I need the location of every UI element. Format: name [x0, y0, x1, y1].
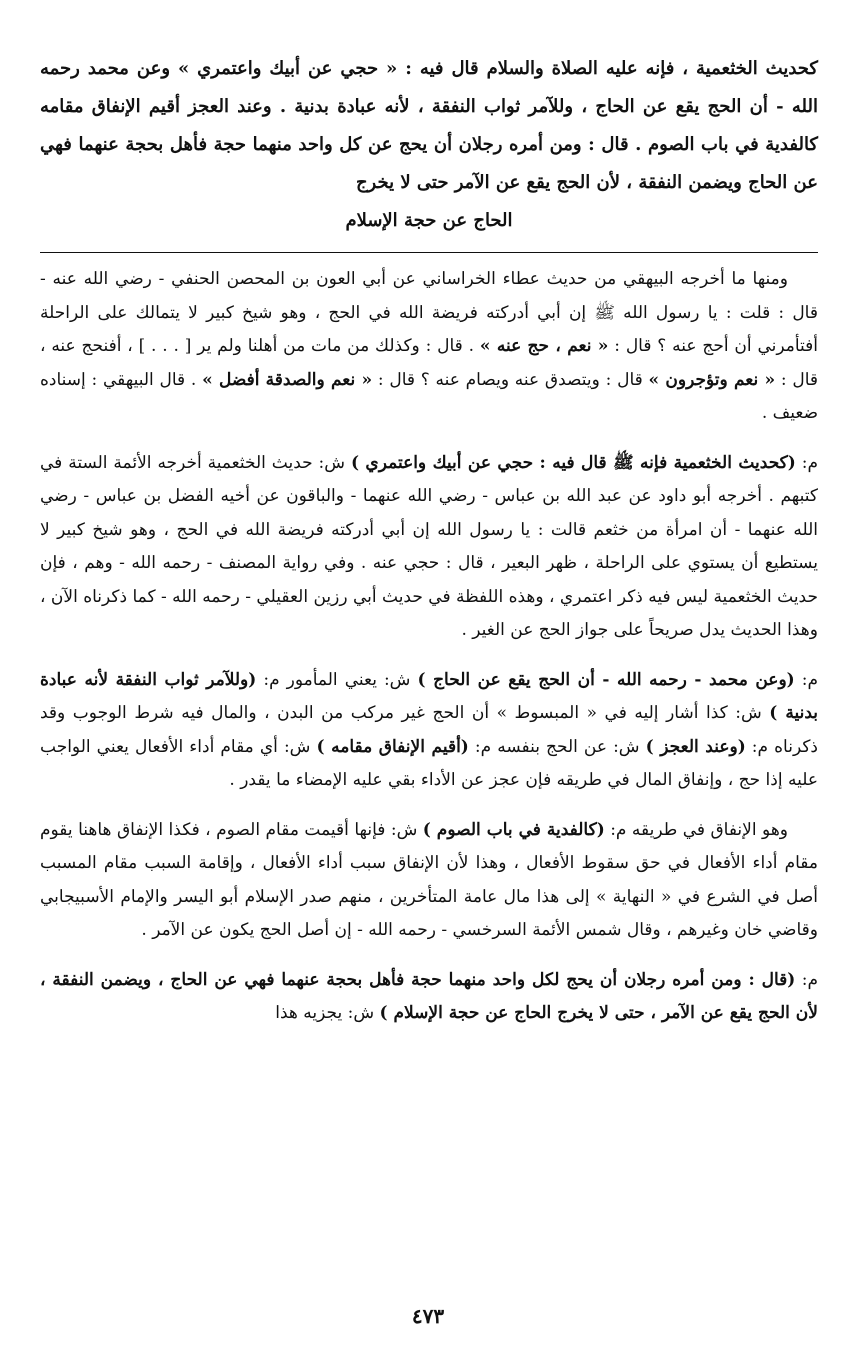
p3-marker: م: [794, 669, 818, 690]
sharh-paragraph-3 [40, 664, 818, 798]
sharh-paragraph-5 [40, 964, 818, 1031]
p3-text-2: ش: كذا أشار إليه في « المبسوط » أن الحج غير مركب من البدن ، والمال فيه شرط الوجوب وقد ذكرناه م: [40, 703, 818, 757]
p2-bold: (كحديث الخثعمية فإنه ﷺ قال فيه : حجي عن أبيك واعتمري ) [350, 452, 796, 473]
p3-bold-3: (وعند العجز ) [645, 736, 746, 757]
page-number: ٤٧٣ [411, 1304, 445, 1328]
p5-marker: م: [795, 969, 818, 990]
matn-body: كحديث الخثعمية ، فإنه عليه الصلاة والسلام قال فيه : « حجي عن أبيك واعتمري » وعن محمد رحمه الله - أن الحج يقع عن الحاج ، وللآمر ثواب النفقة ، لأنه عبادة بدنية . وعند العجز أقيم الإنفاق مقامه كالفدية في باب الصوم . قال : ومن أمره رجلان أن يحج عن كل واحد منهما حجة فأهل بحجة عنهما فهي عن الحاج ويضمن النفقة ، لأن الحج يقع عن الآمر حتى لا يخرج [40, 58, 819, 193]
sharh-paragraph-2 [40, 447, 818, 648]
p2-marker: م: [795, 452, 818, 473]
separator-rule [40, 252, 818, 253]
p4-text-1: وهو الإنفاق في طريقه م: [604, 819, 788, 840]
p1-quote-1: « نعم ، حج عنه » [479, 336, 609, 356]
p3-bold-4: (أقيم الإنفاق مقامه ) [316, 736, 469, 757]
p3-bold-1: (وعن محمد - رحمه الله - أن الحج يقع عن الحاج ) [417, 669, 795, 690]
p1-text: ومنها ما أخرجه البيهقي من حديث عطاء الخراساني عن أبي العون بن المحصن الحنفي - رضي الله عنه - قال : قلت : يا رسول الله ﷺ إن أبي أدركته فريضة الله في الحج ، وهو شيخ كبير لا يتمالك على الراحلة أفتأمرني أن أحج عنه ؟ قال : [40, 269, 818, 356]
p3-text-4: ش: أي مقام أداء الأفعال يعني الواجب عليه إذا حج ، وإنفاق المال في طريقه فإن عجز عن الأداء بقي عليه الإمضاء ما يقدر . [40, 736, 818, 790]
sharh-paragraph-4 [40, 814, 818, 948]
p1-text-4: . قال البيهقي : إسناده ضعيف . [40, 369, 818, 423]
p3-text-1: ش: يعني المأمور م: [256, 669, 418, 690]
p4-bold-1: (كالفدية في باب الصوم ) [422, 819, 605, 840]
p5-bold: (قال : ومن أمره رجلان أن يحج لكل واحد منهما حجة فأهل بحجة عنهما فهي عن الحاج ، ويضمن النفقة ، لأن الحج يقع عن الآمر ، حتى لا يخرج الحاج عن حجة الإسلام ) [40, 969, 818, 1023]
p3-text-3: ش: عن الحج بنفسه م: [468, 736, 646, 757]
sharh-paragraph-1 [40, 263, 818, 431]
page-body [40, 50, 818, 1047]
p3-bold-2: (وللآمر ثواب النفقة لأنه عبادة بدنية ) [40, 669, 819, 723]
p4-text-2: ش: فإنها أقيمت مقام الصوم ، فكذا الإنفاق هاهنا يقوم مقام أداء الأفعال في حق سقوط الأفعال ، وهذا لأن الإنفاق سبب أداء الأفعال ، وإقامة السبب مقام المسبب أصل في الشرع في « النهاية » إلى هذا مال عامة المتأخرين ، منهم صدر الإسلام أبو اليسر والإمام الأسبيجابي وقاضي خان وغيرهم ، وقال شمس الأئمة السرخسي - رحمه الله - إن أصل الحج يكون عن الآمر . [40, 819, 818, 940]
p1-quote-2: « نعم وتؤجرون » [648, 369, 776, 390]
p1-text-2: . قال : وكذلك من مات من أهلنا ولم ير [ . . . ] ، أفنحج عنه ، قال : [40, 336, 818, 390]
p2-text: ش: حديث الخثعمية أخرجه الأئمة الستة في كتبهم . أخرجه أبو داود عن عبد الله بن عباس - رضي الله عنهما - والباقون عن أخيه الفضل بن عباس - رضي الله عنهما - أن امرأة من خثعم قالت : يا رسول الله إن أبي أدركته فريضة الله في الحج ، وهو شيخ كبير لا يستطيع أن يستوي على الراحلة ، ظهر البعير ، قال : حجي عنه . وفي رواية المصنف - رحمه الله - وهم ، فإن حديث الخثعمية ليس فيه ذكر اعتمري ، وهذه اللفظة في حديث أبي رزين العقيلي - رحمه الله - كما ذكرناه الآن ، وهذا الحديث يدل صريحاً على جواز الحج عن الغير . [40, 452, 818, 640]
matn-last-line: الحاج عن حجة الإسلام [345, 210, 513, 231]
p1-text-3: قال : ويتصدق عنه ويصام عنه ؟ قال : [372, 369, 649, 390]
p5-text: ش: يجزيه هذا [275, 1003, 380, 1023]
matn-text [40, 50, 818, 240]
p1-quote-3: « نعم والصدقة أفضل » [202, 369, 373, 390]
